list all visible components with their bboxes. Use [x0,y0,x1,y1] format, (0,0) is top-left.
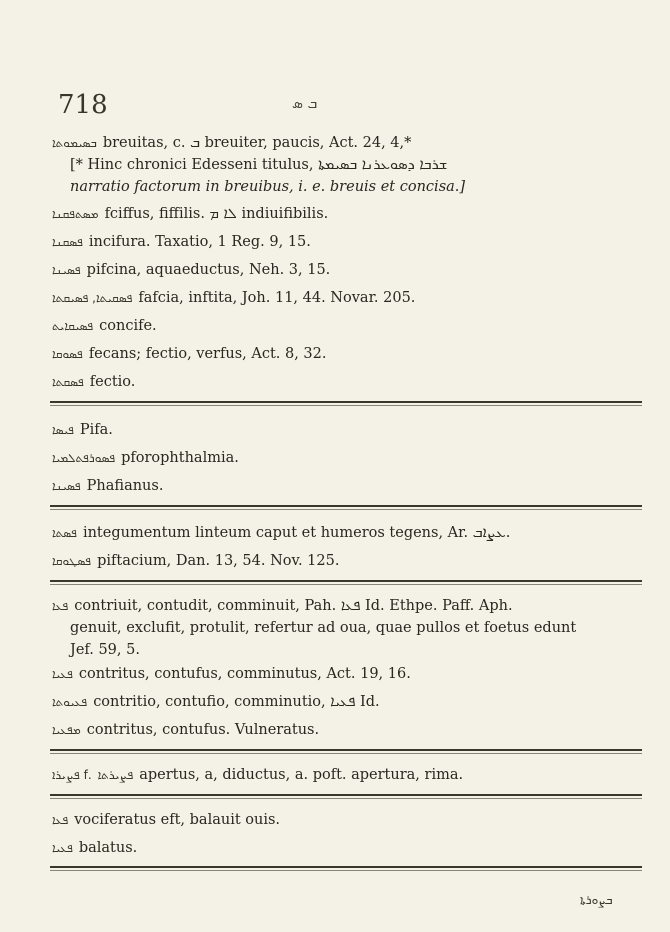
entry-2: narratio factorum in breuibus, i. e. breuis et concisa.] [70,179,466,195]
entry-21: ܦܨܝܪܐ f. ܦܨܝܪܬܐ apertus, a, diductus, a. poft. apertura, rima. [52,767,464,783]
section-rule [50,794,642,796]
entry-11: ܦܣܘܪܦܬܠܡܝܐ pforophthalmia. [52,450,239,466]
entry-8: ܦܣܘܩܐ fecans; fectio, verfus, Act. 8, 32. [52,346,327,362]
entry-3: ܡܣܬܦܩܢܐ fciffus, fiffilis. ܠܐ ܡ indiuifibilis. [52,206,329,222]
entry-17: Jef. 59, 5. [70,642,140,658]
entry-4: ܦܣܩܢܐ incifura. Taxatio, 1 Reg. 9, 15. [52,234,311,250]
catchword: ܒܨܘܪܬܐ [580,893,613,907]
entry-10: ܦܝܣܐ Pifa. [52,422,113,438]
section-rule [50,866,642,868]
entry-0: ܒܣܝܡܘܬܐ breuitas, c. ܒ breuiter, paucis, Act. 24, 4,* [52,135,412,151]
running-head: ܒ ܣ [292,96,318,112]
entry-7: ܦܣܝܩܐܝܬ concife. [52,318,157,334]
entry-12: ܦܣܝܢܐ Phafianus. [52,478,164,494]
entry-14: ܦܣܛܘܩܐ piftacium, Dan. 13, 54. Nov. 125. [52,553,340,569]
page-number: 718 [58,90,108,120]
entry-19: ܦܥܝܘܬܐ contritio, contufio, comminutio, ܦܥܝܐ Id. [52,694,380,710]
entry-5: ܦܣܝܢܐ pifcina, aquaeductus, Neh. 3, 15. [52,262,331,278]
section-rule [50,749,642,751]
entry-23: ܦܥܝܐ balatus. [52,840,138,856]
entry-9: ܦܣܩܬܐ fectio. [52,374,136,390]
entry-1: [* Hinc chronici Edesseni titulus, ܫܪܒܐ ܕܣܘܥܪܢܐ ܒܣܝܡܬܐ [70,157,448,173]
entry-16: genuit, exclufit, protulit, refertur ad oua, quae pullos et foetus edunt [70,620,577,636]
entry-15: ܦܥܐ contriuit, contudit, comminuit, Pah. ܦܥܐ Id. Ethpe. Paff. Aph. [52,598,513,614]
entry-6: ܦܣܩܝܬܐ, ܦܣܝܩܬܐ fafcia, inftita, Joh. 11, 44. Novar. 205. [52,290,416,306]
section-rule [50,580,642,582]
entry-22: ܦܥܐ vociferatus eft, balauit ouis. [52,812,281,828]
entry-18: ܦܥܝܐ contritus, contufus, comminutus, Act. 19, 16. [52,666,411,682]
section-rule [50,401,642,403]
entry-13: ܦܣܬܐ integumentum linteum caput et humeros tegens, Ar. ܥܨܐܒ. [52,525,511,541]
entry-20: ܡܦܥܝܐ contritus, contufus. Vulneratus. [52,722,320,738]
section-rule [50,505,642,507]
